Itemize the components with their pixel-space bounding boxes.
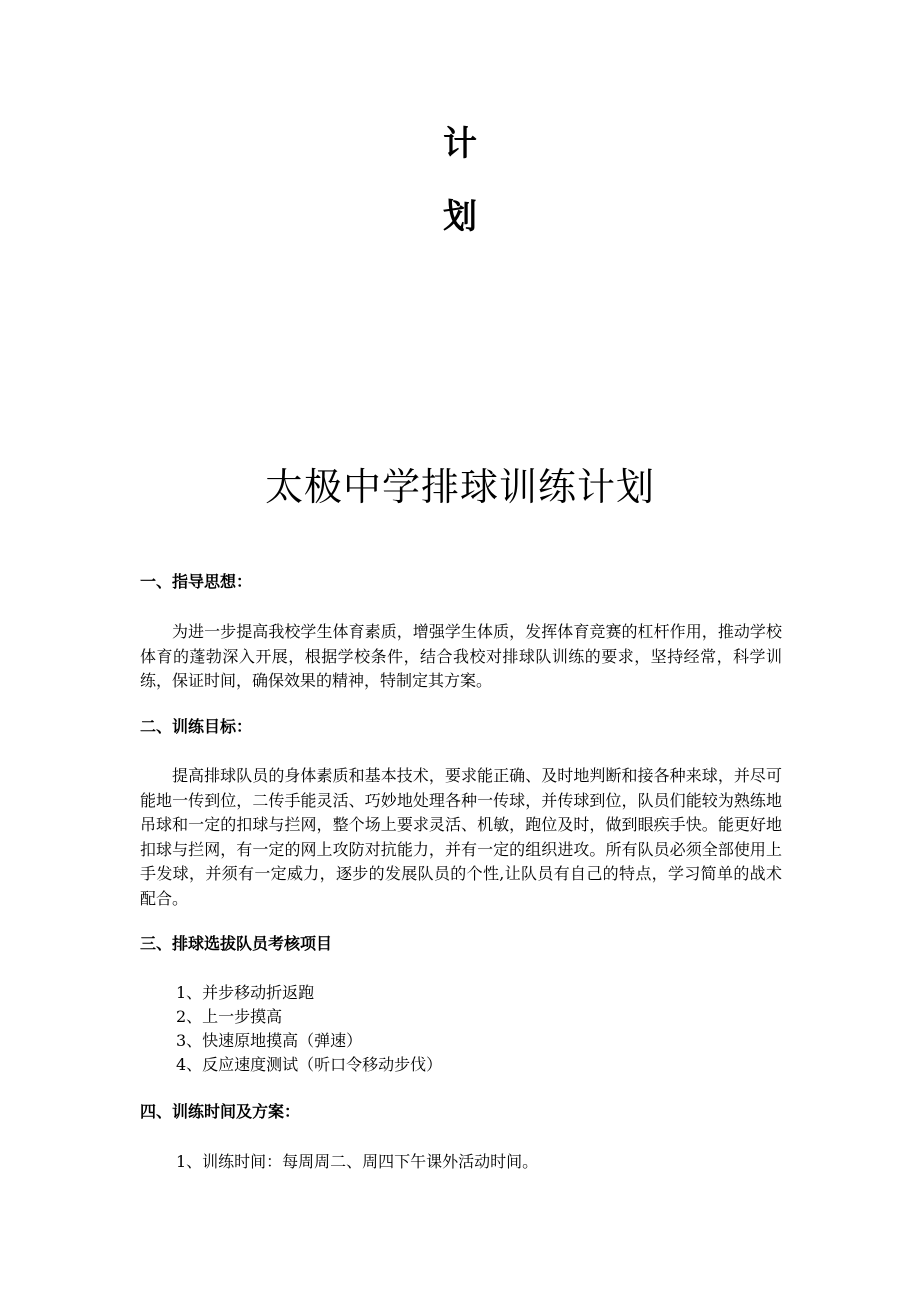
list-item: 2、上一步摸高 <box>176 1007 283 1026</box>
section-paragraph-guiding-ideology: 为进一步提高我校学生体育素质，增强学生体质，发挥体育竞赛的杠杆作用，推动学校体育的蓬勃深入开展，根据学校条件，结合我校对排球队训练的要求，坚持经常，科学训练，保证时间，确保效果的精神，特制定其方案。 <box>140 622 782 690</box>
list-item: 1、训练时间：每周周二、周四下午课外活动时间。 <box>176 1152 539 1171</box>
list-item: 4、反应速度测试（听口令移动步伐） <box>176 1055 443 1074</box>
list-item: 3、快速原地摸高（弹速） <box>176 1031 363 1050</box>
selection-test-list <box>176 981 442 1077</box>
section-heading-guiding-ideology: 一、指导思想： <box>140 572 253 591</box>
section-heading-training-goals: 二、训练目标： <box>140 717 253 736</box>
section-heading-training-schedule: 四、训练时间及方案： <box>140 1102 301 1121</box>
list-item: 1、并步移动折返跑 <box>176 983 315 1002</box>
section-heading-selection-tests: 三、排球选拔队员考核项目 <box>140 934 333 953</box>
training-schedule-list <box>176 1150 538 1174</box>
section-paragraph-training-goals: 提高排球队员的身体素质和基本技术，要求能正确、及时地判断和接各种来球，并尽可能地一传到位，二传手能灵活、巧妙地处理各种一传球，并传球到位，队员们能较为熟练地吊球和一定的扣球与拦网，整个场上要求灵活、机敏，跑位及时，做到眼疾手快。能更好地扣球与拦网，有一定的网上攻防对抗能力，并有一定的组织进攻。所有队员必须全部使用上手发球，并须有一定威力，逐步的发展队员的个性,让队员有自己的特点，学习简单的战术配合。 <box>140 766 782 908</box>
cover-title-char-2: 划 <box>443 197 477 237</box>
document-title: 太极中学排球训练计划 <box>264 465 655 509</box>
cover-title-char-1: 计 <box>443 124 477 164</box>
